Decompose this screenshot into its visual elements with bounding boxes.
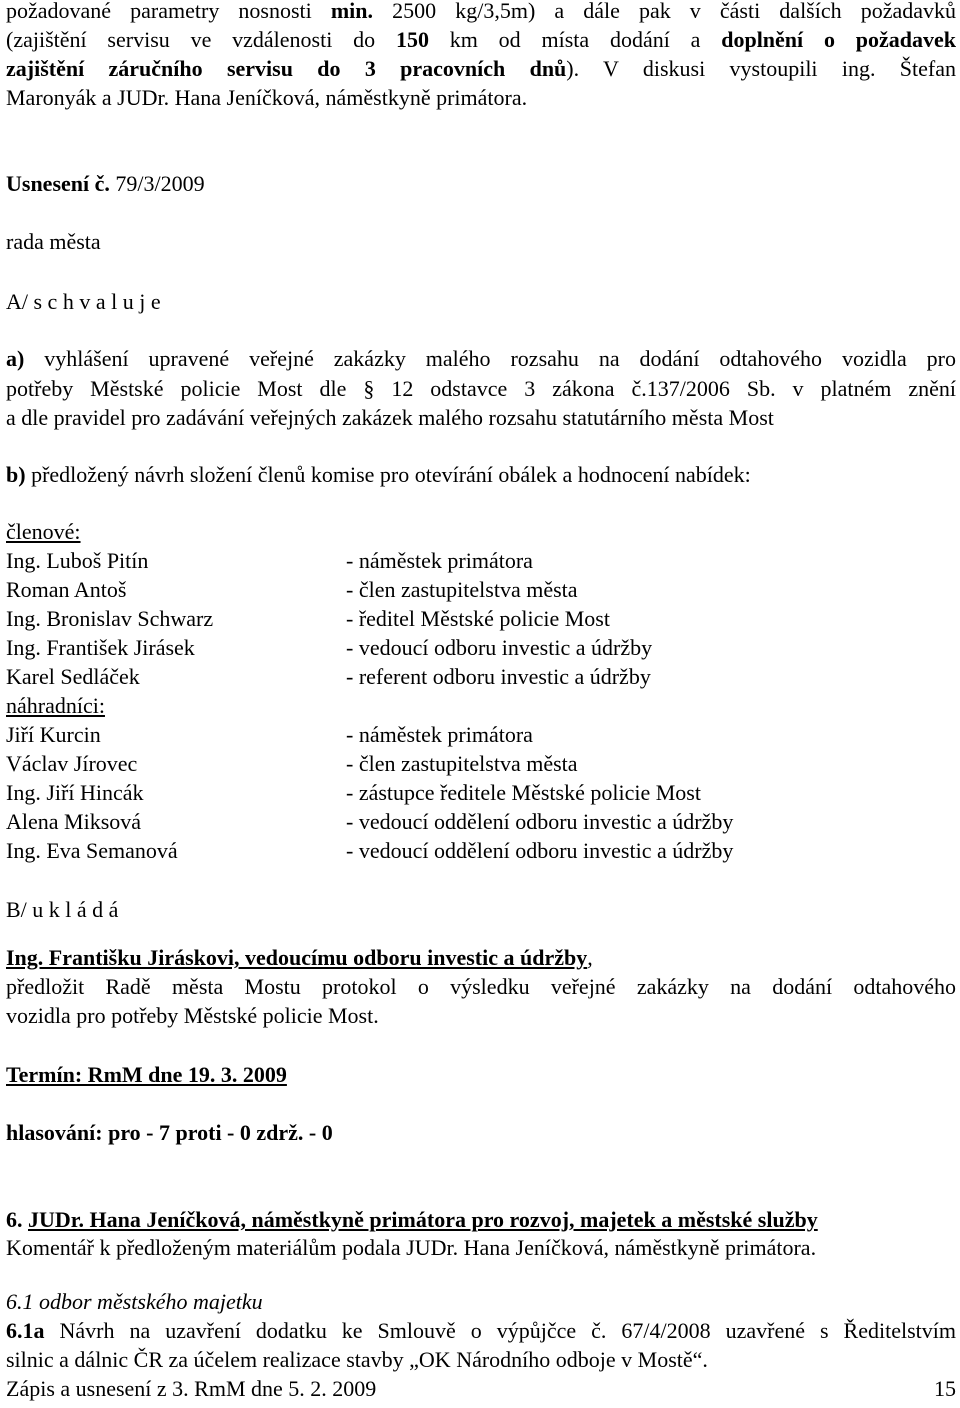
substitute-name: Ing. Jiří Hincák (6, 780, 144, 805)
item-b-line-1 (6, 461, 751, 489)
member-name: Roman Antoš (6, 577, 127, 602)
section-6-comment: Komentář k předloženým materiálům podala JUDr. Hana Jeníčková, náměstkyně primátora. (6, 1235, 817, 1260)
imposes-heading: B/ u k l á d á (6, 897, 119, 922)
subsection-heading: 6.1 odbor městského majetku (6, 1289, 263, 1314)
text-bold: Usnesení č. (6, 171, 110, 196)
section-title: JUDr. Hana Jeníčková, náměstkyně primátora pro rozvoj, majetek a městské služby (28, 1207, 818, 1232)
item-label: a) (6, 346, 25, 371)
intro-line-1 (6, 0, 956, 25)
intro-line-3 (6, 55, 956, 83)
substitute-role: - zástupce ředitele Městské policie Most (346, 780, 701, 805)
approves-heading: A/ s c h v a l u j e (6, 289, 161, 314)
item-a-line-1 (6, 345, 956, 373)
substitutes-heading: náhradníci: (6, 693, 105, 718)
text: ). V diskusi vystoupili ing. Štefan (566, 56, 956, 81)
item-a-line-3: a dle pravidel pro zadávání veřejných zakázek malého rozsahu statutárního města Most (6, 405, 774, 430)
substitute-role: - náměstek primátora (346, 722, 533, 747)
substitute-name: Václav Jírovec (6, 751, 138, 776)
text: km od místa dodání a (428, 27, 722, 52)
text: Návrh na uzavření dodatku ke Smlouvě o výpůjčce č. 67/4/2008 uzavřené s Ředitelstvím (44, 1318, 956, 1343)
substitute-row (6, 721, 956, 749)
resolution-title (6, 170, 205, 198)
deadline: Termín: RmM dne 19. 3. 2009 (6, 1062, 287, 1087)
assignee-line (6, 944, 593, 972)
member-row (6, 547, 956, 575)
substitute-row (6, 808, 956, 836)
intro-line-2 (6, 26, 956, 54)
member-row (6, 576, 956, 604)
text: (zajištění servisu ve vzdálenosti do (6, 27, 396, 52)
vote-result: hlasování: pro - 7 proti - 0 zdrž. - 0 (6, 1120, 333, 1145)
text: , (587, 945, 593, 970)
item-6-1a-line-1 (6, 1317, 956, 1345)
text-bold: min. (330, 0, 374, 23)
section-number: 6. (6, 1207, 28, 1232)
member-name: Ing. František Jirásek (6, 635, 195, 660)
page-number: 15 (934, 1376, 956, 1401)
member-row (6, 663, 956, 691)
substitute-row (6, 750, 956, 778)
substitute-name: Jiří Kurcin (6, 722, 101, 747)
text: předložený návrh složení členů komise pro otevírání obálek a hodnocení nabídek: (25, 462, 751, 487)
text: vyhlášení upravené veřejné zakázky malého rozsahu na dodání odtahového vozidla pro (24, 346, 956, 371)
substitute-name: Ing. Eva Semanová (6, 838, 178, 863)
member-role: - ředitel Městské policie Most (346, 606, 610, 631)
intro-line-4: Maronyák a JUDr. Hana Jeníčková, náměstkyně primátora. (6, 85, 528, 110)
member-role: - referent odboru investic a údržby (346, 664, 651, 689)
text: 79/3/2009 (109, 171, 205, 196)
member-name: Karel Sedláček (6, 664, 140, 689)
text-bold: zajištění záručního servisu do 3 pracovních dnů (6, 56, 567, 81)
member-role: - vedoucí odboru investic a údržby (346, 635, 653, 660)
substitute-role: - vedoucí oddělení odboru investic a údržby (346, 809, 734, 834)
item-number: 6.1a (6, 1318, 45, 1343)
member-role: - člen zastupitelstva města (346, 577, 578, 602)
footer-text: Zápis a usnesení z 3. RmM dne 5. 2. 2009 (6, 1376, 377, 1401)
assignee: Ing. Františku Jiráskovi, vedoucímu odboru investic a údržby (6, 945, 588, 970)
substitute-role: - člen zastupitelstva města (346, 751, 578, 776)
task-line-1: předložit Radě města Mostu protokol o výsledku veřejné zakázky na dodání odtahového (6, 974, 956, 999)
member-name: Ing. Luboš Pitín (6, 548, 149, 573)
task-line-2: vozidla pro potřeby Městské policie Most. (6, 1003, 379, 1028)
members-heading: členové: (6, 519, 81, 544)
member-row (6, 605, 956, 633)
substitute-row (6, 837, 956, 865)
item-label: b) (6, 462, 26, 487)
substitute-role: - vedoucí oddělení odboru investic a údržby (346, 838, 734, 863)
member-name: Ing. Bronislav Schwarz (6, 606, 214, 631)
substitute-name: Alena Miksová (6, 809, 142, 834)
text: 2500 kg/3,5m) a dále pak v části dalších požadavků (373, 0, 957, 23)
member-row (6, 634, 956, 662)
text: požadované parametry nosnosti (6, 0, 331, 23)
section-6-heading (6, 1206, 818, 1234)
member-role: - náměstek primátora (346, 548, 533, 573)
text-bold: 150 (395, 27, 429, 52)
substitute-row (6, 779, 956, 807)
item-a-line-2: potřeby Městské policie Most dle § 12 odstavce 3 zákona č.137/2006 Sb. v platném znění (6, 376, 956, 401)
text-bold: doplnění o požadavek (721, 27, 956, 52)
item-6-1a-line-2: silnic a dálnic ČR za účelem realizace stavby „OK Národního odboje v Mostě“. (6, 1347, 708, 1372)
resolution-body: rada města (6, 229, 101, 254)
